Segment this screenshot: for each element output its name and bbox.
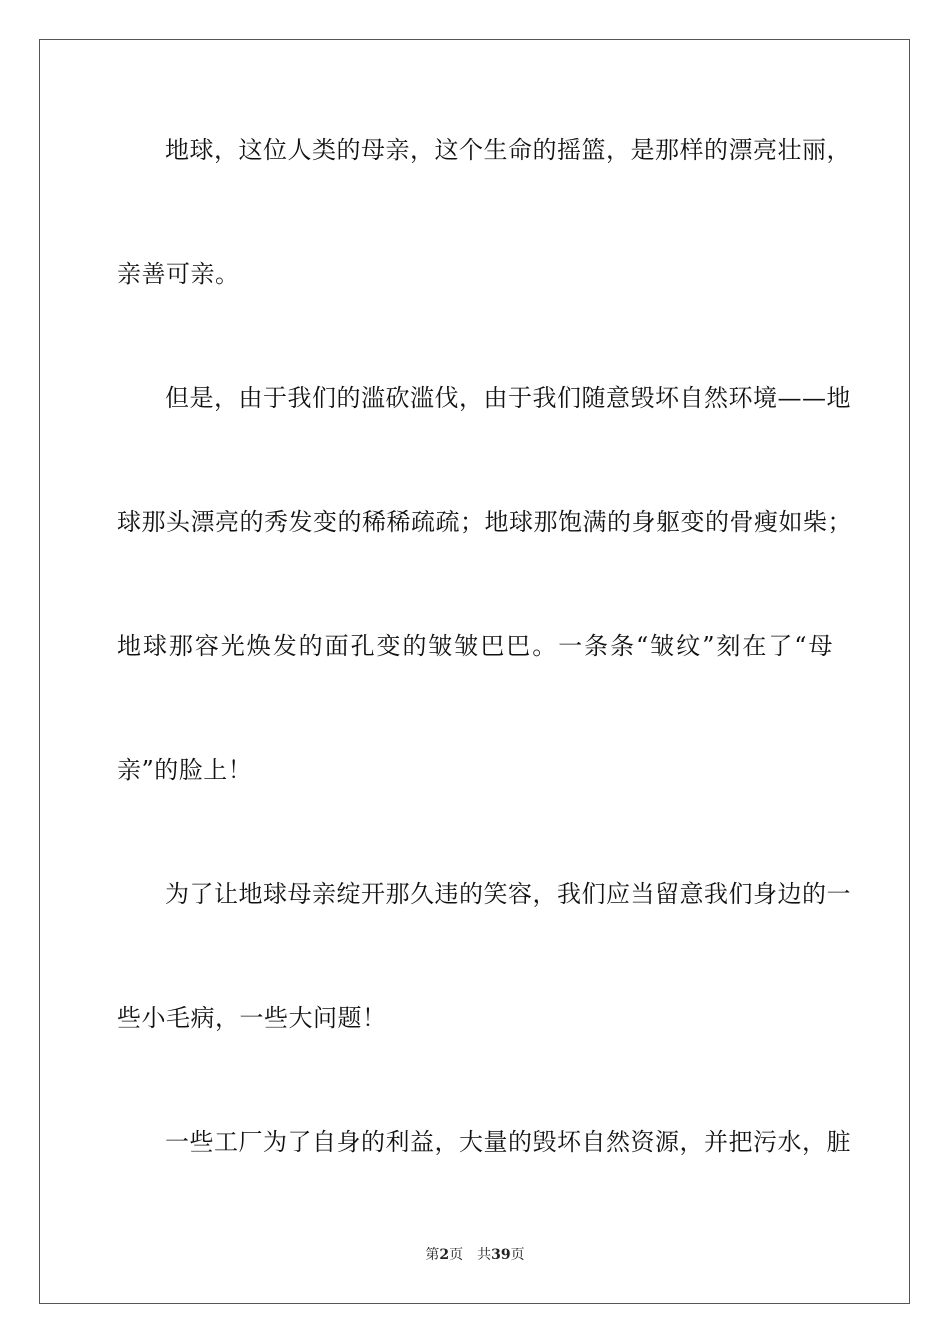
paragraph-2-line-3: 地球那容光焕发的面孔变的皱皱巴巴。一条条“皱纹”刻在了“母 <box>117 632 833 660</box>
paragraph-4-line-1: 一些工厂为了自身的利益，大量的毁坏自然资源，并把污水，脏 <box>165 1128 851 1156</box>
page-number: 2 <box>439 1247 450 1263</box>
paragraph-3-line-2: 些小毛病，一些大问题！ <box>117 1004 387 1032</box>
paragraph-2-line-2: 球那头漂亮的秀发变的稀稀疏疏；地球那饱满的身躯变的骨瘦如柴； <box>117 508 852 536</box>
total-prefix: 共 <box>477 1247 492 1263</box>
total-pages: 39 <box>491 1247 511 1263</box>
paragraph-2-line-4: 亲”的脸上！ <box>117 756 253 784</box>
paragraph-1-line-2: 亲善可亲。 <box>117 260 240 288</box>
page-prefix: 第 <box>425 1247 440 1263</box>
total-suffix: 页 <box>510 1247 525 1263</box>
page-footer <box>0 1245 950 1265</box>
paragraph-1-line-1: 地球，这位人类的母亲，这个生命的摇篮，是那样的漂亮壮丽， <box>165 136 851 164</box>
page-suffix: 页 <box>449 1247 464 1263</box>
paragraph-2-line-1: 但是，由于我们的滥砍滥伐，由于我们随意毁坏自然环境——地 <box>165 384 851 412</box>
paragraph-3-line-1: 为了让地球母亲绽开那久违的笑容，我们应当留意我们身边的一 <box>165 880 851 908</box>
page-border <box>39 39 910 1304</box>
